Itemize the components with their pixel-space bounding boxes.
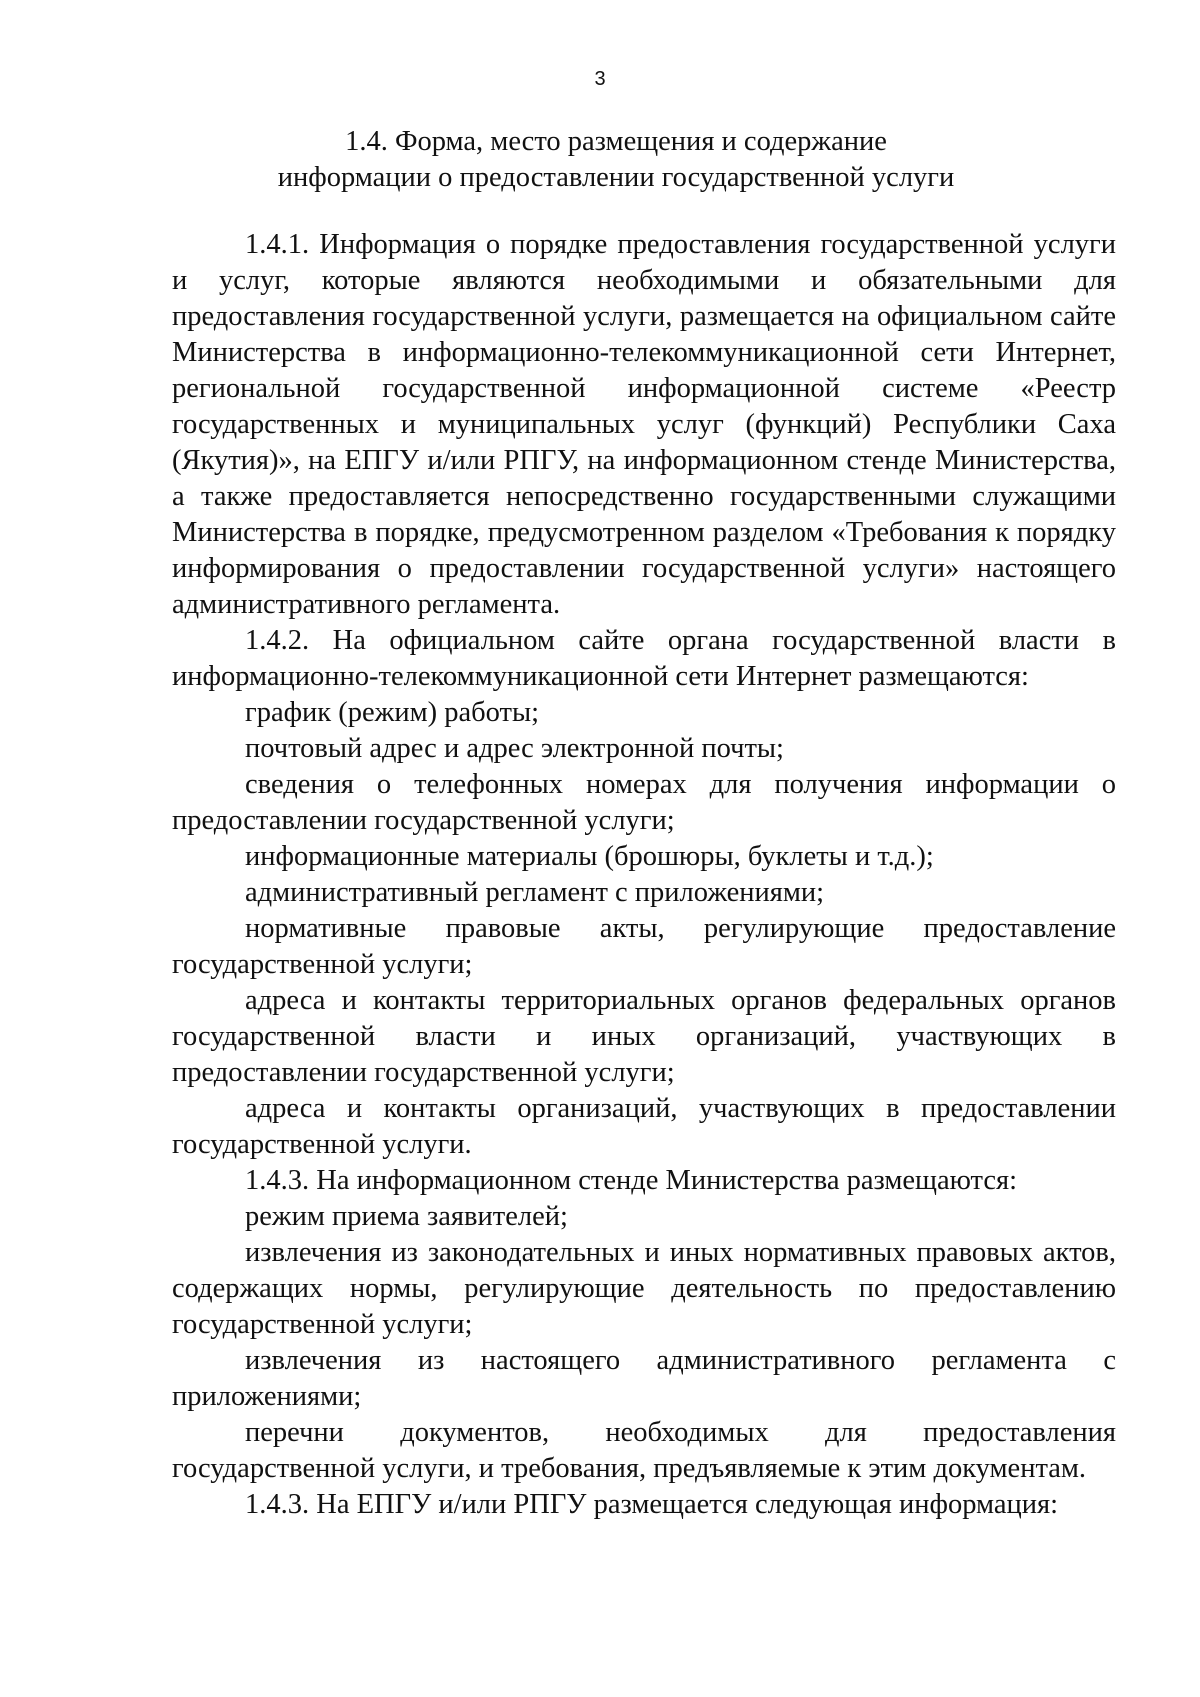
list-item: информационные материалы (брошюры, буклеты и т.д.); <box>245 841 934 872</box>
list-item: график (режим) работы; <box>245 697 540 728</box>
list-item: режим приема заявителей; <box>245 1201 568 1232</box>
list-item: нормативные правовые акты, регулирующие предоставление государственной услуги; <box>172 913 1116 980</box>
list-item: перечни документов, необходимых для предоставления государственной услуги, и требования, предъявляемые к этим документам. <box>172 1417 1116 1484</box>
paragraph-1-4-3-portal: 1.4.3. На ЕПГУ и/или РПГУ размещается следующая информация: <box>245 1489 1059 1520</box>
page-number: 3 <box>594 68 606 90</box>
paragraph-1-4-3-stand: 1.4.3. На информационном стенде Министерства размещаются: <box>245 1165 1018 1196</box>
list-item: административный регламент с приложениями; <box>245 877 825 908</box>
document-body <box>172 227 1116 1523</box>
paragraph-1-4-1: 1.4.1. Информация о порядке предоставления государственной услуги и услуг, которые являются необходимыми и обязательными для предоставления государственной услуги, размещается на официальном сайте Министерства в информационно-телекоммуникационной сети Интернет, региональной государственной информационной системе «Реестр государственных и муниципальных услуг (функций) Республики Саха (Якутия)», на ЕПГУ и/или РПГУ, на информационном стенде Министерства, а также предоставляется непосредственно государственными служащими Министерства в порядке, предусмотренном разделом «Требования к порядку информирования о предоставлении государственной услуги» настоящего административного регламента. <box>172 229 1116 620</box>
paragraph-1-4-2: 1.4.2. На официальном сайте органа государственной власти в информационно-телекоммуникационной сети Интернет размещаются: <box>172 625 1116 692</box>
section-heading-line-1: 1.4. Форма, место размещения и содержание <box>345 126 887 157</box>
section-heading <box>160 124 1072 196</box>
list-item: извлечения из законодательных и иных нормативных правовых актов, содержащих нормы, регулирующие деятельность по предоставлению государственной услуги; <box>172 1237 1116 1340</box>
section-heading-line-2: информации о предоставлении государственной услуги <box>277 162 955 193</box>
list-item: почтовый адрес и адрес электронной почты; <box>245 733 784 764</box>
list-item: извлечения из настоящего административного регламента с приложениями; <box>172 1345 1116 1412</box>
list-item: адреса и контакты организаций, участвующих в предоставлении государственной услуги. <box>172 1093 1116 1160</box>
list-item: адреса и контакты территориальных органов федеральных органов государственной власти и иных организаций, участвующих в предоставлении государственной услуги; <box>172 985 1116 1088</box>
list-item: сведения о телефонных номерах для получения информации о предоставлении государственной услуги; <box>172 769 1116 836</box>
